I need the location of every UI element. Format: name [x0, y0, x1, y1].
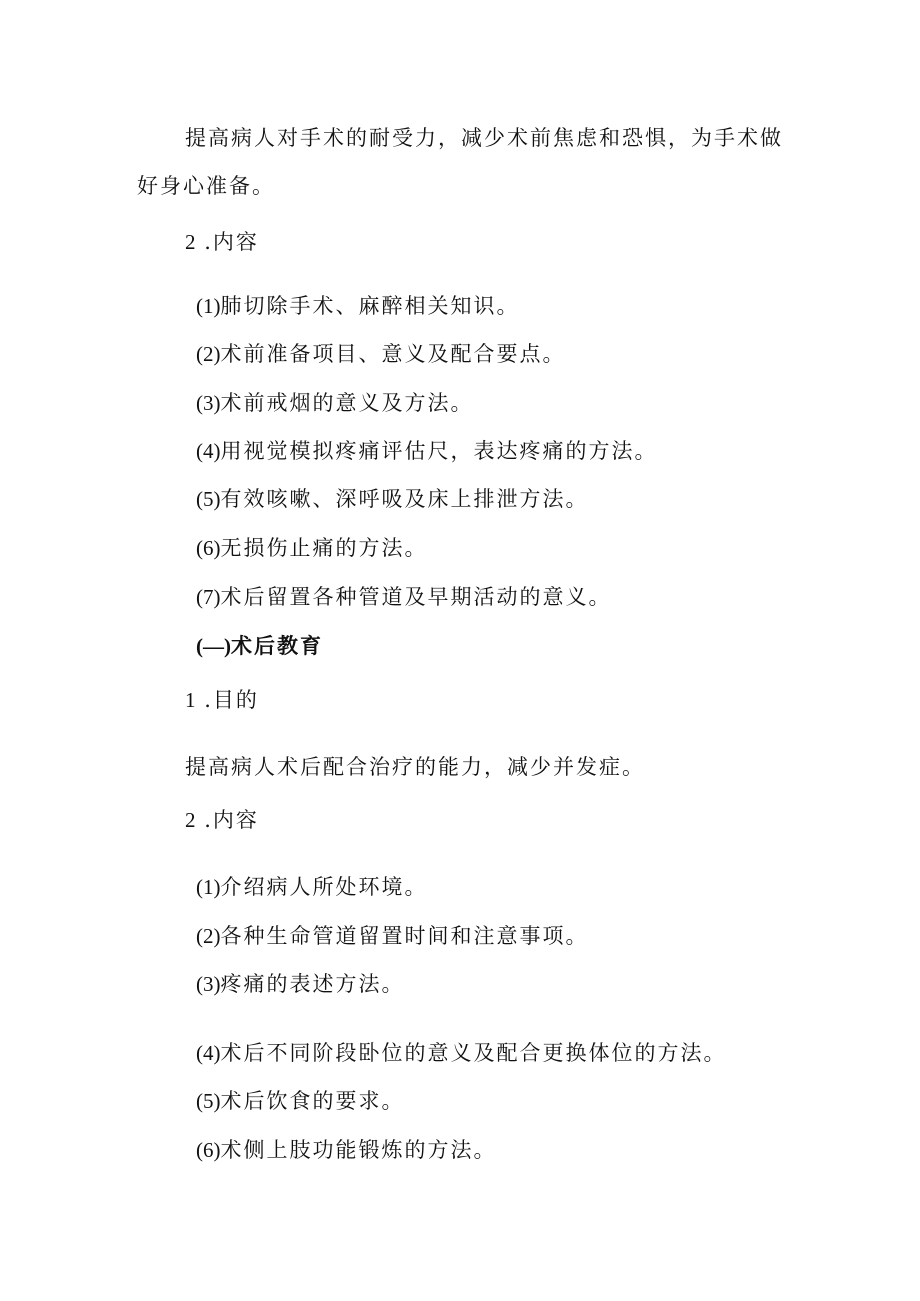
item-text: 术后饮食的要求。 [220, 1089, 405, 1113]
list-item [196, 292, 520, 320]
item-text: 介绍病人所处环境。 [220, 875, 428, 899]
list-item [196, 873, 428, 901]
section-number: 2 [185, 230, 196, 254]
item-number: (4) [196, 1041, 221, 1065]
intro-line-2: 好身心准备。 [137, 174, 275, 198]
item-text: 术后不同阶段卧位的意义及配合更换体位的方法。 [220, 1041, 727, 1065]
list-item [196, 1136, 497, 1164]
item-text: 用视觉模拟疼痛评估尺，表达疼痛的方法。 [220, 439, 658, 463]
item-number: (3) [196, 972, 221, 996]
item-text: 有效咳嗽、深呼吸及床上排泄方法。 [220, 487, 589, 511]
item-number: (3) [196, 391, 221, 415]
list-item [196, 534, 428, 562]
item-number: (2) [196, 342, 221, 366]
postop-content-heading [185, 806, 259, 834]
item-number: (4) [196, 439, 221, 463]
item-number: (5) [196, 1089, 221, 1113]
purpose-heading [185, 686, 259, 714]
item-text: 术侧上肢功能锻炼的方法。 [220, 1138, 497, 1162]
purpose-text: 提高病人术后配合治疗的能力，减少并发症。 [185, 755, 645, 779]
list-item [196, 583, 612, 611]
item-text: 无损伤止痛的方法。 [220, 536, 428, 560]
item-text: 肺切除手术、麻醉相关知识。 [220, 294, 520, 318]
section-number: 1 [185, 688, 196, 712]
list-item [196, 922, 589, 950]
list-item [196, 485, 589, 513]
item-text: 疼痛的表述方法。 [220, 972, 405, 996]
item-number: (6) [196, 536, 221, 560]
item-text: 术后留置各种管道及早期活动的意义。 [220, 585, 612, 609]
preop-content-heading [185, 228, 259, 256]
section-number: 2 [185, 808, 196, 832]
list-item [196, 1087, 405, 1115]
item-text: 术前戒烟的意义及方法。 [220, 391, 474, 415]
list-item [196, 389, 474, 417]
item-text: 各种生命管道留置时间和注意事项。 [220, 924, 589, 948]
section-label: .内容 [204, 230, 259, 254]
list-item [196, 970, 405, 998]
list-item [196, 340, 566, 368]
item-number: (5) [196, 487, 221, 511]
list-item [196, 437, 658, 465]
heading-number: (—) [196, 634, 231, 658]
item-number: (6) [196, 1138, 221, 1162]
list-item [196, 1039, 727, 1067]
item-number: (1) [196, 875, 221, 899]
section-label: .目的 [204, 688, 259, 712]
item-number: (7) [196, 585, 221, 609]
item-number: (1) [196, 294, 221, 318]
intro-line-1: 提高病人对手术的耐受力，减少术前焦虑和恐惧，为手术做 [185, 126, 783, 150]
heading-text: 术后教育 [231, 633, 323, 658]
item-text: 术前准备项目、意义及配合要点。 [220, 342, 566, 366]
postop-section-heading [196, 632, 323, 660]
item-number: (2) [196, 924, 221, 948]
section-label: .内容 [204, 808, 259, 832]
